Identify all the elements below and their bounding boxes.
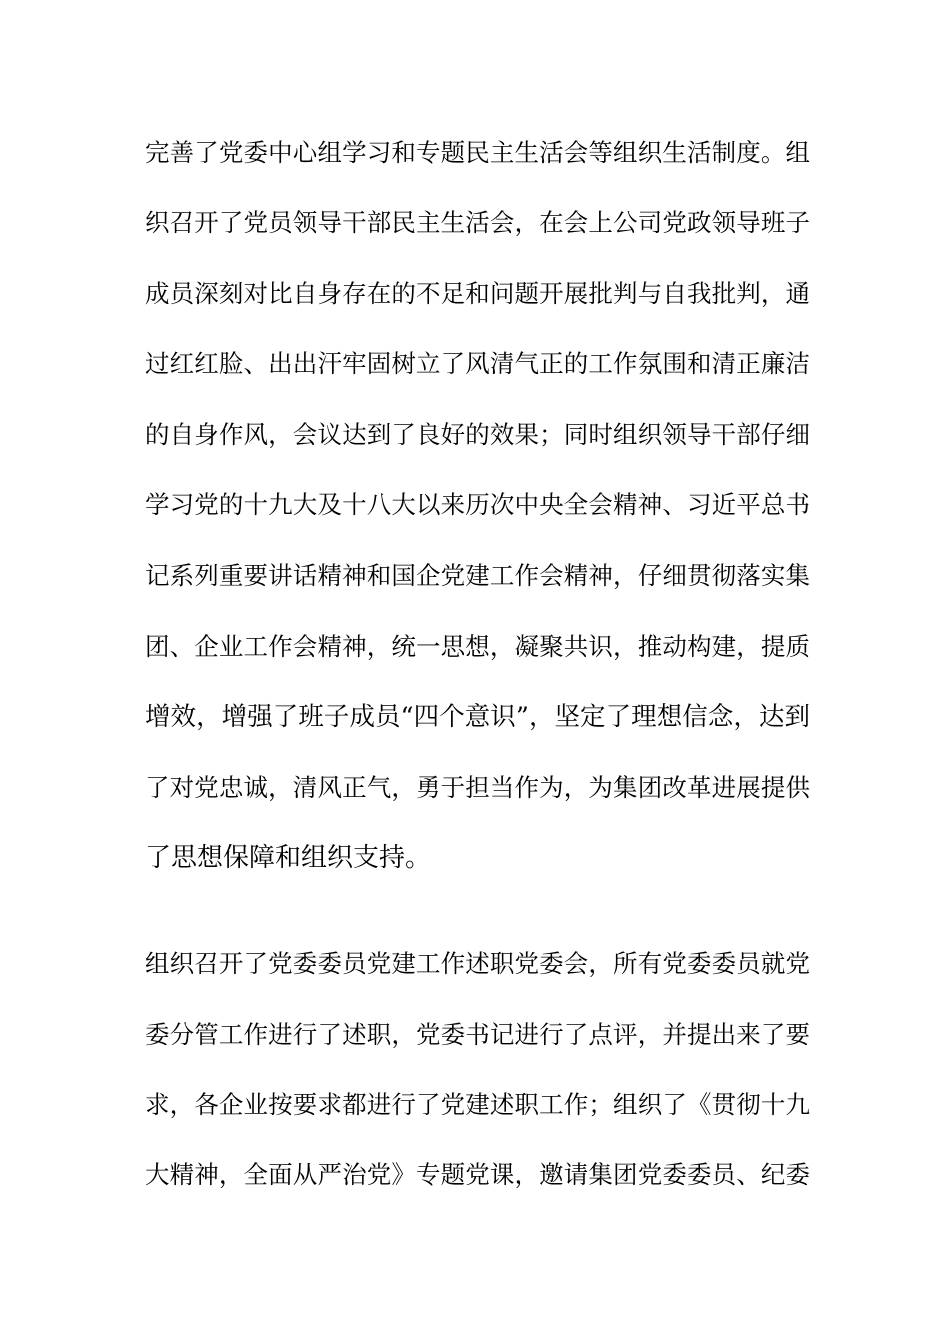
text-line: 成员深刻对比自身存在的不足和问题开展批判与自我批判，通: [145, 279, 810, 308]
text-line: 了思想保障和组织支持。: [145, 843, 432, 873]
text-line: 的自身作风，会议达到了良好的效果；同时组织领导干部仔细: [145, 420, 810, 449]
text-line: 过红红脸、出出汗牢固树立了风清气正的工作氛围和清正廉洁: [145, 349, 810, 378]
text-line: 求，各企业按要求都进行了党建述职工作；组织了《贯彻十九: [145, 1090, 810, 1119]
text-line: 大精神，全面从严治党》专题党课，邀请集团党委委员、纪委: [145, 1160, 810, 1189]
text-line: 组织召开了党委委员党建工作述职党委会，所有党委委员就党: [145, 949, 810, 978]
text-line: 委分管工作进行了述职，党委书记进行了点评，并提出来了要: [145, 1020, 810, 1049]
text-line: 织召开了党员领导干部民主生活会，在会上公司党政领导班子: [145, 208, 810, 237]
text-line: 完善了党委中心组学习和专题民主生活会等组织生活制度。组: [145, 138, 810, 167]
text-line: 记系列重要讲话精神和国企党建工作会精神，仔细贯彻落实集: [145, 561, 810, 590]
text-line: 团、企业工作会精神，统一思想，凝聚共识，推动构建，提质: [145, 632, 810, 661]
text-line: 学习党的十九大及十八大以来历次中央全会精神、习近平总书: [145, 490, 810, 519]
text-line: 增效，增强了班子成员“四个意识”，坚定了理想信念，达到: [145, 702, 810, 732]
text-line: 了对党忠诚，清风正气，勇于担当作为，为集团改革进展提供: [145, 773, 810, 802]
